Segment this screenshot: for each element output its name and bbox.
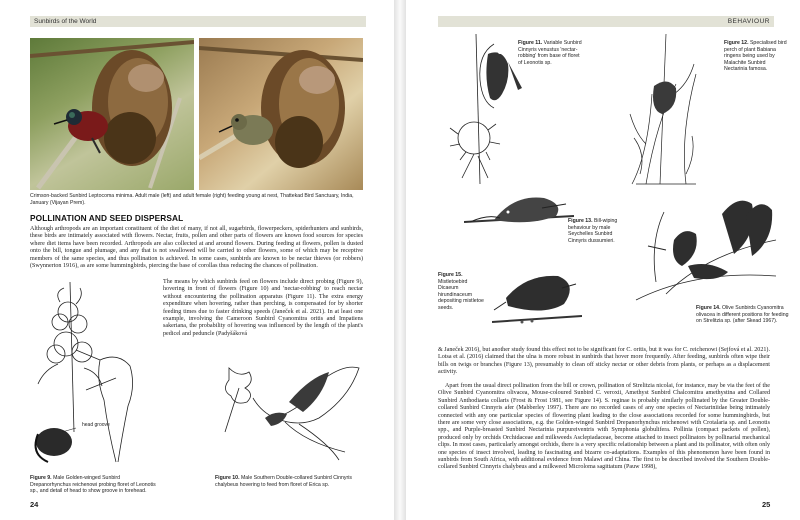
left-page <box>0 0 394 520</box>
figure-10-illustration <box>215 362 365 470</box>
photo-female-sunbird-at-nest <box>199 38 363 190</box>
right-body-paragraph-1: & Janeček 2016), but another study found this effect not to be significant for C. oritis, but it was for C. reichenowi (Sejfová et al. 2021). Lotsa et al. (2016) claimed that the ulna is more robust in sunbirds that hover more frequently. After feeding, sunbirds often wipe their bills on twigs or branches (Figure 13), presumably to clean off sticky nectar or other debris from plants, or perhaps as a displacement activity. <box>438 347 770 376</box>
figure-14-text: Olive Sunbirds Cyanomitra olivacea in different positions for feeding on Strelitzia sp. (after Skead 1967). <box>696 305 789 325</box>
figure-14-illustration <box>626 190 786 306</box>
figure-9-annotation: head groove <box>82 422 110 428</box>
running-header-left: Sunbirds of the World <box>30 16 366 27</box>
figure-15-label: Figure 15. <box>438 272 463 278</box>
figure-9-illustration <box>30 282 158 472</box>
right-body-paragraph-2: Apart from the usual direct pollination from the bill or crown, pollination of Strelitzia nicolai, for instance, may be via the feet of the Olive Sunbird Cyanomitra olivacea, Mouse-coloured Sunbird C. veroxii, Amethyst Sunbird Chalcomitra amethystina and Collared Sunbird Anthodiaeta collaris (Frost & Frost 1981, see Figure 14). S. reginae is probably similarly pollinated by the Greater Double-collared Sunbird Cinnyris afer (Mabberley 1997). There are no recorded cases of any one species of Nectariniidae being intimately connected with any one particular species of flowering plant leading to the close associations recorded for some hummingbirds, but there are some very close associations, e.g. the Golden-winged Sunbird Drepanorhynchus reichenowi with Crotalaria sp. and Leonotis spp., and Purple-breasted Sunbird Nectarinia purpureiventris with Symphonia globulifera. Pollinia (compact packets of pollen), produced only by orchids Orchidaceae and milkweeds Asclepiadaceae, become attached to insect pollinators by pollinarial mechanical clips. In most cases, particularly amongst orchids, there is a very specific relationship between a plant and its pollinator, with often only one species of insect involved, leading to fascinating and bizarre co-adaptations. Examples of this phenomenon have been found in sunbirds from South Africa, with additional evidence from Malawi and China. The first to be described involved the Southern Double-collared Sunbird Cinnyris chalybeus and a milkweed Microloma sagittatum (Pauw 1998), <box>438 383 770 471</box>
body-paragraph-1: Although arthropods are an important constituent of the diet of many, if not all, sugarbirds, flowerpeckers, spiderhunters and sunbirds, these birds are intimately associated with flowers. Nectar, fruits, pollen and other parts of flowers are known food sources for species where diet items have been recorded. Arthropods are also collected at and around flowers. During feeding at flowers, pollen is dusted onto the bill, tongue and plumage, and any that is not swallowed will be carried to other flowers, some of which may be receptive members of the same species, and thus pollination is achieved. In some cases, sunbirds are known to be nectar thieves (or robbers) (Swynnerton 1916), as are some hummingbirds, piercing the base of corollas thus reducing the chances of pollination. <box>30 226 363 270</box>
running-header-right: BEHAVIOUR <box>438 16 774 27</box>
photo-male-illustration <box>30 38 194 190</box>
figure-12-text: Specialised bird perch of plant Babiana ringens being used by Malachite Sunbird Nectarinia famosa. <box>724 40 787 73</box>
figure-9-caption <box>30 475 158 495</box>
figure-13-label: Figure 13. <box>568 218 593 224</box>
figure-11-label: Figure 11. <box>518 40 543 46</box>
section-heading: POLLINATION AND SEED DISPERSAL <box>30 213 184 223</box>
figure-10-caption <box>215 475 365 488</box>
figure-9-text: Male Golden-winged Sunbird Drepanorhynchus reichenowi probing floret of Leonotis sp., and detail of head to show groove in forehead. <box>30 475 156 495</box>
figure-15-drawing <box>492 268 582 332</box>
figure-12-drawing <box>626 34 706 194</box>
figure-10-text: Male Southern Double-collared Sunbird Cinnyris chalybeus hovering to feed from floret of Erica sp. <box>215 475 352 488</box>
figure-12-caption <box>724 40 790 73</box>
page-number-left: 24 <box>30 500 39 509</box>
figure-15-illustration <box>492 268 582 332</box>
right-page <box>406 0 800 520</box>
figure-10-drawing <box>215 362 365 470</box>
figure-15-text: Mistletoebird Dicaeum hirundinaceum depositing mistletoe seeds. <box>438 278 484 311</box>
page-number-right: 25 <box>762 500 771 509</box>
figure-11-drawing <box>438 34 528 184</box>
figure-14-caption <box>696 305 790 325</box>
figure-9-drawing <box>30 282 158 472</box>
figure-11-illustration <box>438 34 528 184</box>
book-gutter <box>394 0 406 520</box>
figure-13-caption <box>568 218 628 244</box>
figure-10-label: Figure 10. <box>215 475 240 481</box>
figure-11-caption <box>518 40 584 66</box>
photo-caption: Crimson-backed Sunbird Leptocoma minima. Adult male (left) and adult female (right) feeding young at nest, Thattekad Bird Sanctuary, India, January (Vijayan Prem). <box>30 193 354 206</box>
figure-12-illustration <box>626 34 706 194</box>
figure-9-label: Figure 9. <box>30 475 52 481</box>
figure-13-illustration <box>464 190 574 240</box>
figure-13-drawing <box>464 190 574 240</box>
figure-12-label: Figure 12. <box>724 40 749 46</box>
photo-female-illustration <box>199 38 363 190</box>
figure-14-drawing <box>626 190 786 306</box>
body-paragraph-2: The means by which sunbirds feed on flowers include direct probing (Figure 9), hovering in front of flowers (Figure 10) and 'nectar-robbing' to reach nectar without encountering the pollination apparatus (Figure 11). The extra energy expenditure when hovering, rather than perching, is compensated for by shorter feeding times due to faster drinking speeds (Janeček et al. 2021). In at least one example, involving the Cameroon Sunbird Cyanomitra oritis and Impatiens sakeriana, the probability of hovering was influenced by the length of the plant's pedicel and peduncle (Padyšáková <box>163 279 363 337</box>
figure-11-text: Variable Sunbird Cinnyris venustus 'nectar-robbing' from base of floret of Leonotis sp. <box>518 40 582 66</box>
figure-15-caption <box>438 272 488 312</box>
figure-14-label: Figure 14. <box>696 305 721 311</box>
figure-13-text: Bill-wiping behaviour by male Seychelles Sunbird Cinnyris dussumieri. <box>568 218 618 244</box>
photo-male-sunbird-at-nest <box>30 38 194 190</box>
